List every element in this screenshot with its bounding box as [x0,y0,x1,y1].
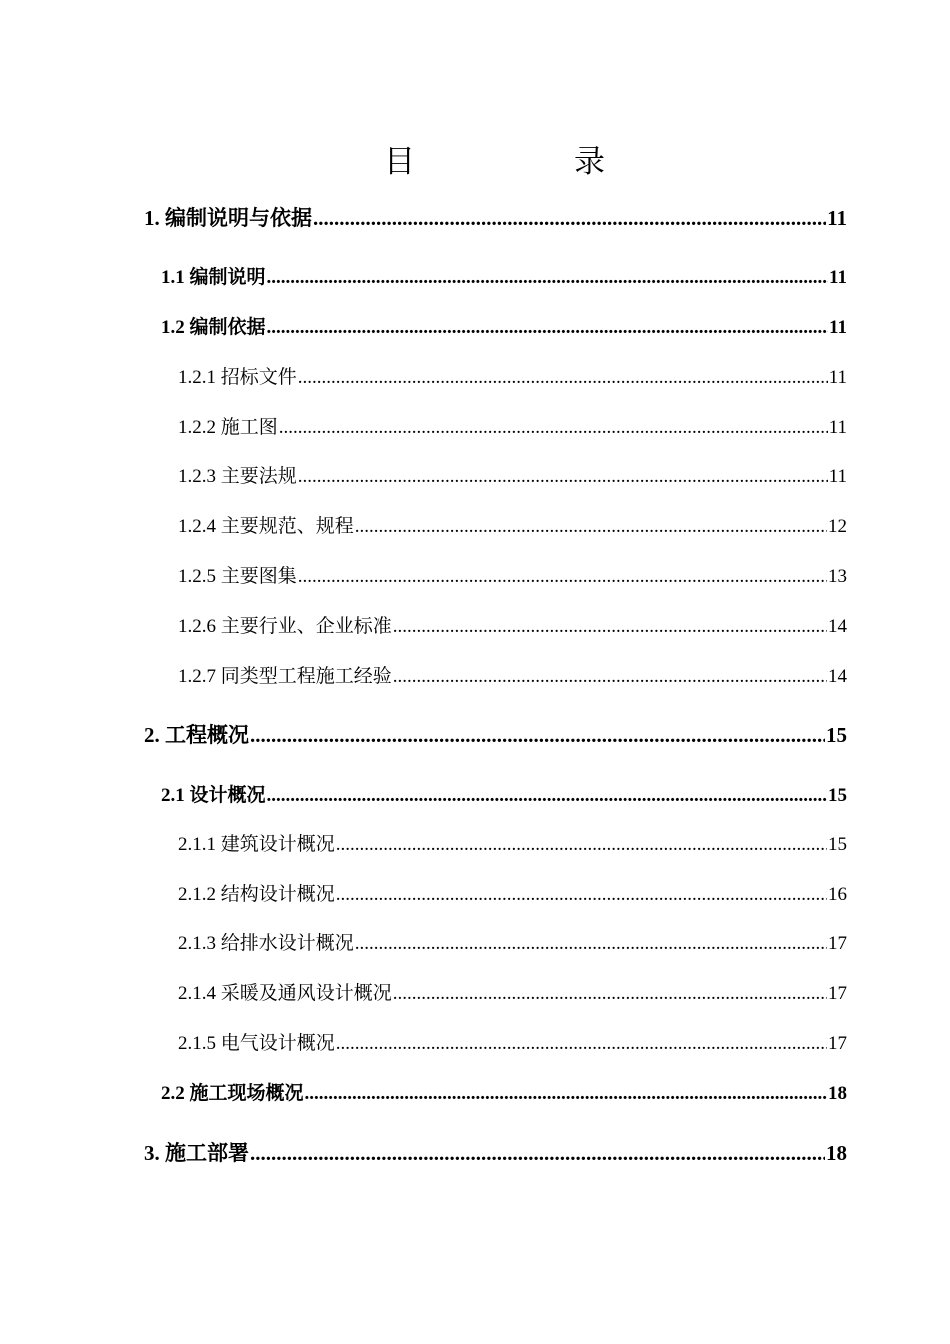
dot-leader [393,662,827,692]
toc-entry-page: 14 [828,616,847,637]
toc-entry-text: 主要规范、规程 [220,515,354,537]
toc-entry[interactable] [178,879,847,909]
toc-entry-number: 1.2 [161,317,185,338]
dot-leader [250,720,825,750]
dot-leader [355,512,827,542]
toc-entry-page: 18 [828,1083,847,1104]
toc-entry-number: 1.2.6 [178,616,216,637]
toc-entry-number: 2.1.3 [178,933,216,954]
dot-leader [250,1138,825,1168]
toc-entry[interactable] [144,720,847,750]
toc-entry-text: 施工现场概况 [189,1082,304,1104]
toc-entry-number: 2.1.2 [178,884,216,905]
dot-leader [393,979,827,1009]
toc-entry-number: 2.1.4 [178,983,216,1004]
toc-entry-page: 15 [826,723,847,747]
toc-entry-page: 11 [829,317,847,338]
toc-entry[interactable] [144,1138,847,1168]
toc-entry-number: 2.1.1 [178,834,216,855]
dot-leader [336,880,827,910]
toc-entry-number: 1.2.1 [178,367,216,388]
dot-leader [393,612,827,642]
toc-entry[interactable] [178,461,847,491]
toc-entry-text: 主要行业、企业标准 [220,615,392,637]
toc-entry[interactable] [178,412,847,442]
toc-entry-number: 2. [144,723,160,747]
dot-leader [355,929,827,959]
dot-leader [336,1029,827,1059]
toc-entry-page: 11 [828,417,847,438]
toc-entry-number: 1.1 [161,267,185,288]
toc-entry-text: 编制说明与依据 [165,206,312,230]
toc-entry-text: 采暖及通风设计概况 [220,982,392,1004]
toc-entry-number: 2.2 [161,1083,185,1104]
dot-leader [336,830,827,860]
toc-entry-page: 15 [828,785,847,806]
toc-entry[interactable] [144,203,847,233]
toc-entry-text: 电气设计概况 [220,1032,335,1054]
toc-entry-page: 14 [828,666,847,687]
toc-entry[interactable] [178,362,847,392]
dot-leader [305,1079,827,1109]
dot-leader [298,562,827,592]
toc-entry[interactable] [178,829,847,859]
toc-entry-number: 2.1.5 [178,1033,216,1054]
toc-title [0,138,950,186]
toc-entry[interactable] [161,780,847,810]
toc-entry-text: 建筑设计概况 [220,833,335,855]
toc-entry-page: 11 [827,206,847,230]
toc-entry-page: 17 [828,933,847,954]
toc-entry-page: 16 [828,884,847,905]
toc-entry-text: 主要法规 [220,465,297,487]
toc-entry-text: 设计概况 [189,784,266,806]
toc-entry-text: 工程概况 [165,723,249,747]
toc-entry-page: 11 [828,367,847,388]
toc-entry[interactable] [161,262,847,292]
toc-entry-page: 18 [826,1141,847,1165]
toc-entry[interactable] [178,978,847,1008]
toc-entry-page: 12 [828,516,847,537]
toc-entry[interactable] [178,928,847,958]
toc-entry-number: 2.1 [161,785,185,806]
toc-entry[interactable] [178,511,847,541]
toc-entry-page: 17 [828,983,847,1004]
toc-entry[interactable] [178,1028,847,1058]
toc-entry-page: 11 [828,466,847,487]
dot-leader [313,203,826,233]
toc-entry-number: 1.2.2 [178,417,216,438]
toc-entry-number: 1.2.7 [178,666,216,687]
toc-entry-page: 17 [828,1033,847,1054]
toc-entry-page: 15 [828,834,847,855]
toc-title-right: 录 [574,144,605,180]
toc-entry[interactable] [178,561,847,591]
dot-leader [298,363,828,393]
toc-title-left: 目 [384,144,415,180]
toc-entry-number: 1.2.4 [178,516,216,537]
toc-entry[interactable] [161,312,847,342]
toc-entry-text: 施工图 [220,416,278,438]
toc-entry-text: 招标文件 [220,366,297,388]
toc-entry-number: 3. [144,1141,160,1165]
toc-entry[interactable] [178,661,847,691]
dot-leader [298,462,828,492]
toc-entry-number: 1.2.5 [178,566,216,587]
dot-leader [267,781,827,811]
toc-entry-number: 1.2.3 [178,466,216,487]
toc-entry-text: 施工部署 [165,1141,249,1165]
toc-entry[interactable] [161,1078,847,1108]
toc-entry-text: 编制依据 [189,316,266,338]
dot-leader [267,263,829,293]
dot-leader [279,413,828,443]
toc-entry-text: 给排水设计概况 [220,932,354,954]
toc-entry[interactable] [178,611,847,641]
toc-entry-text: 主要图集 [220,565,297,587]
toc-entry-number: 1. [144,206,160,230]
toc-entry-page: 13 [828,566,847,587]
toc-entry-text: 编制说明 [189,266,266,288]
toc-entry-text: 同类型工程施工经验 [220,665,392,687]
toc-entry-page: 11 [829,267,847,288]
dot-leader [267,313,829,343]
toc-entry-text: 结构设计概况 [220,883,335,905]
